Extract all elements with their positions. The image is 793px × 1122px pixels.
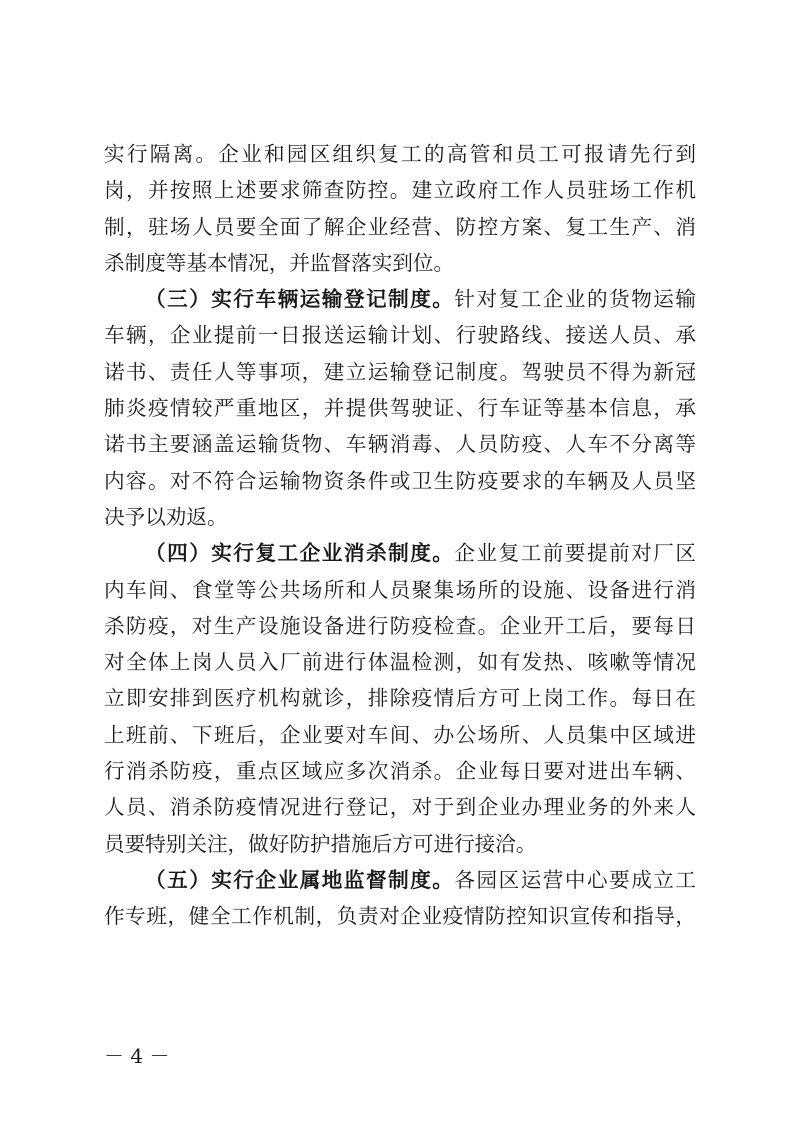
line-text: 针对复工企业的货物运输 [454,287,696,312]
text-line [104,245,696,281]
text-line [104,898,696,934]
text-line [104,572,696,608]
text-line [104,535,696,571]
line-text: 岗，并按照上述要求筛查防控。建立政府工作人员驻场工作机 [104,178,696,203]
text-line [104,644,696,680]
line-text: 车辆，企业提前一日报送运输计划、行驶路线、接送人员、承 [104,323,696,348]
text-line [104,789,696,825]
section-heading: （四）实行复工企业消杀制度。 [145,541,455,566]
text-line [104,680,696,716]
text-line [104,826,696,862]
text-line [104,172,696,208]
text-line [104,209,696,245]
line-text: 上班前、下班后，企业要对车间、办公场所、人员集中区域进 [104,722,696,747]
line-text: 行消杀防疫，重点区域应多次消杀。企业每日要对进出车辆、 [104,759,696,784]
text-line [104,499,696,535]
line-text: 杀制度等基本情况，并监督落实到位。 [104,250,455,275]
text-line [104,426,696,462]
section-heading: （五）实行企业属地监督制度。 [145,867,455,892]
line-text: 杀防疫，对生产设施设备进行防疫检查。企业开工后，要每日 [104,613,696,638]
line-text: 立即安排到医疗机构就诊，排除疫情后方可上岗工作。每日在 [104,686,696,711]
page-number: － 4 － [104,1044,170,1068]
text-line [104,354,696,390]
document-body [104,136,696,935]
line-text: 员要特别关注，做好防护措施后方可进行接洽。 [104,831,537,856]
text-line [104,608,696,644]
line-text: 肺炎疫情较严重地区，并提供驾驶证、行车证等基本信息，承 [104,396,696,421]
section-heading: （三）实行车辆运输登记制度。 [145,287,455,312]
text-line [104,317,696,353]
line-text: 决予以劝返。 [104,504,228,529]
line-text: 对全体上岗人员入厂前进行体温检测，如有发热、咳嗽等情况 [104,650,696,675]
line-text: 内容。对不符合运输物资条件或卫生防疫要求的车辆及人员坚 [104,468,696,493]
line-text: 人员、消杀防疫情况进行登记，对于到企业办理业务的外来人 [104,795,696,820]
line-text: 企业复工前要提前对厂区 [454,541,696,566]
line-text: 作专班，健全工作机制，负责对企业疫情防控知识宣传和指导， [104,904,696,929]
line-text: 实行隔离。企业和园区组织复工的高管和员工可报请先行到 [104,142,696,166]
line-text: 内车间、食堂等公共场所和人员聚集场所的设施、设备进行消 [104,577,696,602]
text-line [104,463,696,499]
text-line [104,136,696,172]
text-line [104,390,696,426]
line-text: 制，驻场人员要全面了解企业经营、防控方案、复工生产、消 [104,214,696,239]
line-text: 各园区运营中心要成立工 [454,867,696,892]
text-line [104,753,696,789]
text-line [104,862,696,898]
line-text: 诺书、责任人等事项，建立运输登记制度。驾驶员不得为新冠 [104,359,696,384]
text-line [104,281,696,317]
text-line [104,717,696,753]
line-text: 诺书主要涵盖运输货物、车辆消毒、人员防疫、人车不分离等 [104,432,696,457]
